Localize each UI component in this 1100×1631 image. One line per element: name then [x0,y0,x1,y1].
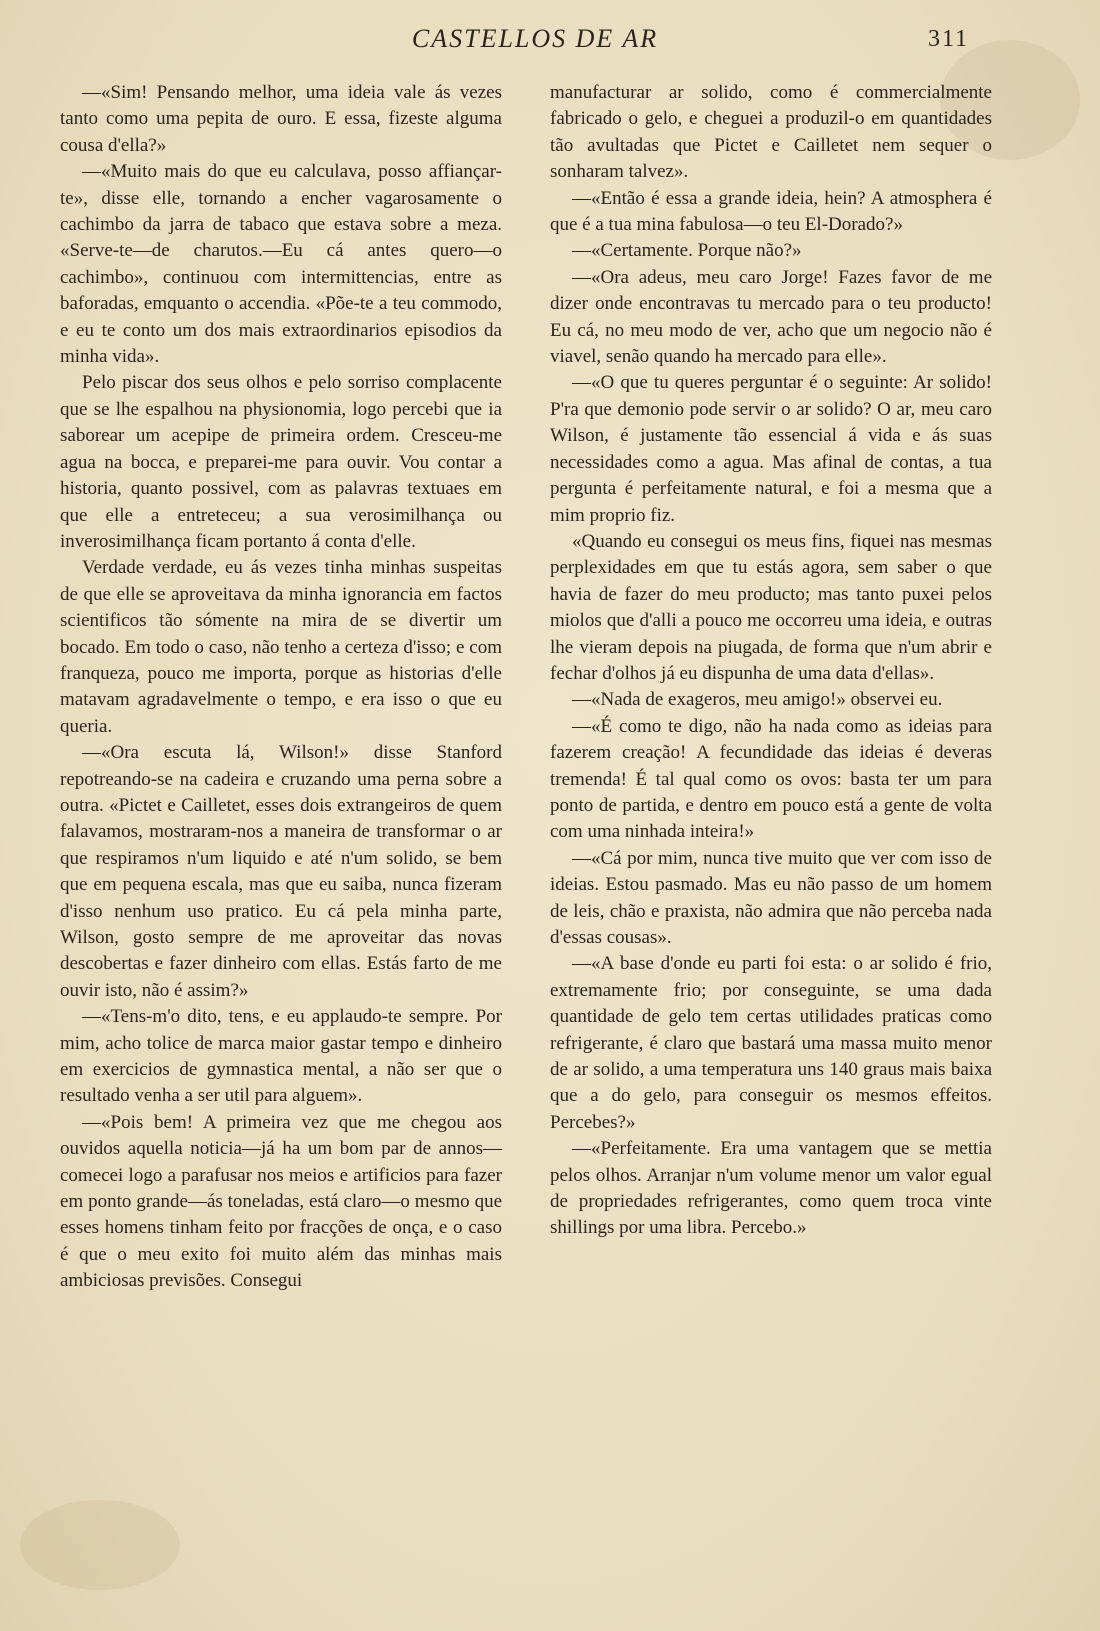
paragraph: —«Cá por mim, nunca tive muito que ver com isso de ideias. Estou pasmado. Mas eu não passo de um homem de leis, chão e praxista, não admira que não perceba nada d'essas cousas». [550,847,992,948]
paragraph: —«Sim! Pensando melhor, uma ideia vale ás vezes tanto como uma pepita de ouro. E essa, fizeste alguma cousa d'ella?» [60,82,502,156]
paragraph: —«Tens-m'o dito, tens, e eu applaudo-te sempre. Por mim, acho tolice de marca maior gastar tempo e dinheiro em exercicios de gymnastica mental, a não ser que o resultado venha a ser util para alguem». [60,1006,502,1107]
paragraph: —«A base d'onde eu parti foi esta: o ar solido é frio, extremamente frio; por conseguinte, se uma dada quantidade de gelo tem certas utilidades praticas como refrigerante, é claro que bastará uma massa muito menor de ar solido, a uma temperatura uns 140 graus mais baixa que a do gelo, para conseguir os mesmos effeitos. Percebes?» [550,953,992,1133]
paper-stain [20,1500,180,1590]
paragraph: —«Pois bem! A primeira vez que me chegou aos ouvidos aquella noticia—já ha um bom par de annos—comecei logo a parafusar nos meios e artificios para fazer em ponto grande—ás toneladas, está claro—o mesmo que esses homens tinham feito por fracções de onça, e o caso é que o meu exito foi muito além das minhas mais ambiciosas previsões. Consegui [60,1111,502,1292]
paragraph: —«Nada de exageros, meu amigo!» observei eu. [572,689,943,711]
paragraph: —«Perfeitamente. Era uma vantagem que se mettia pelos olhos. Arranjar n'um volume menor um valor egual de propriedades refrigerantes, como quem troca vinte shillings por uma libra. Percebo.» [550,1138,992,1239]
paragraph: —«É como te digo, não ha nada como as ideias para fazerem creação! A fecundidade das ideias é deveras tremenda! É tal qual como os ovos: basta ter um para ponto de partida, e dentro em pouco está a gente de volta com uma ninhada inteira!» [550,715,992,843]
paragraph: «Quando eu consegui os meus fins, fiquei nas mesmas perplexidades em que tu estás agora, sem saber o que havia de fazer do meu producto; mas tanto puxei pelos miolos que d'alli a pouco me occorreu uma ideia, e outras lhe vieram depois na piugada, de forma que n'um abrir e fechar d'olhos já eu dispunha de uma data d'ellas». [550,530,992,684]
paragraph: —«Certamente. Porque não?» [572,240,802,262]
paragraph: —«Então é essa a grande ideia, hein? A atmosphera é que é a tua mina fabulosa—o teu El-Dorado?» [550,187,992,236]
paragraph: Pelo piscar dos seus olhos e pelo sorriso complacente que se lhe espalhou na physionomia, logo percebi que ia saborear um acepipe de primeira ordem. Cresceu-me agua na bocca, e preparei-me para ouvir. Vou contar a historia, quanto possivel, com as palavras textuaes em que elle a entreteceu; a sua verosimilhança ou inverosimilhança ficam portanto á conta d'elle. [60,372,502,552]
left-column [60,80,502,1295]
paragraph: —«Muito mais do que eu calculava, posso affiançar-te», disse elle, tornando a encher vagarosamente o cachimbo da jarra de tabaco que estava sobre a meza. «Serve-te—de charutos.—Eu cá antes quero—o cachimbo», continuou com intermittencias, entre as baforadas, emquanto o accendia. «Põe-te a teu commodo, e eu te conto um dos mais extraordinarios episodios da minha vida». [60,161,502,368]
page-number: 311 [928,26,970,52]
paragraph: —«Ora adeus, meu caro Jorge! Fazes favor de me dizer onde encontravas tu mercado para o teu producto! Eu cá, no meu modo de ver, acho que um negocio não é viavel, senão quando ha mercado para elle». [550,266,992,368]
paragraph: Verdade verdade, eu ás vezes tinha minhas suspeitas de que elle se aproveitava da minha ignorancia em factos scientificos tão sómente na mira de se divertir um bocado. Em todo o caso, não tenho a certeza d'isso; e com franqueza, pouco me importa, porque as historias d'elle matavam agradavelmente o tempo, e era isso o que eu queria. [60,557,502,737]
paragraph: —«Ora escuta lá, Wilson!» disse Stanford repotreando-se na cadeira e cruzando uma perna sobre a outra. «Pictet e Cailletet, esses dois extrangeiros de quem falavamos, mostraram-nos a maneira de transformar o ar que respiramos n'um liquido e até n'um solido, se bem que em pequena escala, mas que eu saiba, nunca fizeram d'isso nenhum uso pratico. Eu cá pela minha parte, Wilson, gosto sempre de me aproveitar das novas descobertas e fazer dinheiro com ellas. Estás farto de me ouvir isto, não é assim?» [60,742,502,1001]
page-header [0,22,1100,58]
paragraph: manufacturar ar solido, como é commercialmente fabricado o gelo, e cheguei a produzil-o em quantidades tão avultadas que Pictet e Cailletet nem sequer o sonharam talvez». [550,82,992,183]
running-title: CASTELLOS DE AR [411,24,659,53]
right-column [550,80,992,1242]
paragraph: —«O que tu queres perguntar é o seguinte: Ar solido! P'ra que demonio pode servir o ar solido? O ar, meu caro Wilson, é justamente tão essencial á vida e ás suas necessidades como a agua. Mas afinal de contas, a tua pergunta é perfeitamente natural, e foi a mesma que a mim proprio fiz. [550,372,992,526]
